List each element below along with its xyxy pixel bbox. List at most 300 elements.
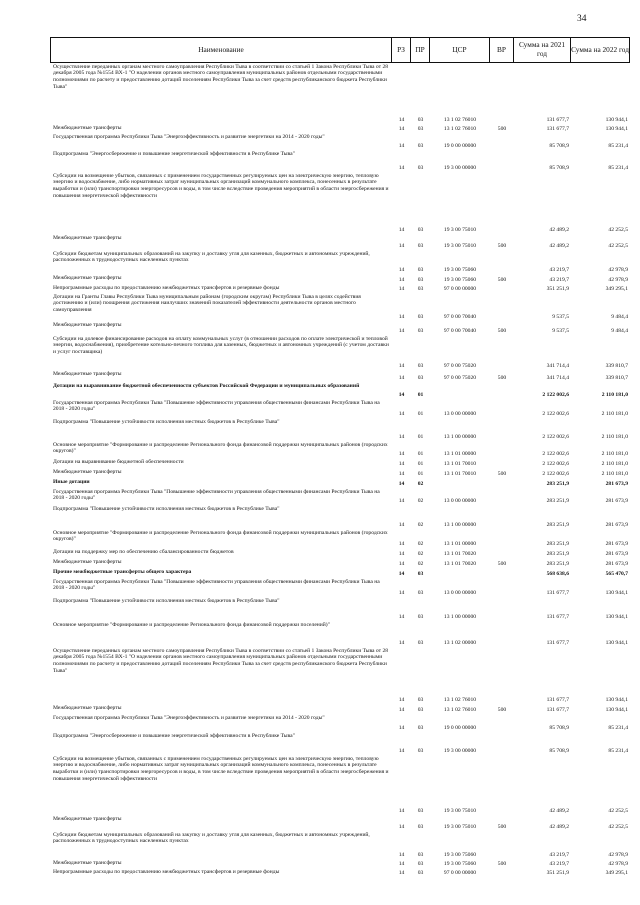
cell-csr [430, 568, 490, 578]
cell-csr: 19 3 00 75060 [443, 860, 477, 867]
cell-pr: 03 [417, 724, 424, 731]
table-row [50, 815, 630, 831]
cell-sum-2021: 43 219,7 [549, 851, 569, 858]
cell-name: Межбюджетные трансферты [53, 815, 122, 822]
table-row [50, 63, 630, 124]
cell-csr: 97 0 00 70040 [443, 327, 477, 334]
cell-sum-2022: 339 810,7 [605, 374, 628, 381]
cell-sum-2022: 130 944,1 [605, 613, 628, 620]
cell-pr: 01 [417, 460, 424, 467]
cell-sum-2021: 283 251,9 [546, 560, 569, 567]
cell-rz: 14 [398, 497, 405, 504]
table-row [50, 284, 630, 293]
header-pr: ПР [411, 38, 430, 62]
cell-vr [490, 488, 514, 505]
cell-rz: 14 [398, 560, 405, 567]
cell-rz: 14 [398, 410, 405, 417]
cell-pr: 03 [417, 313, 424, 320]
cell-vr [490, 568, 514, 578]
table-row [50, 133, 630, 150]
cell-pr: 03 [417, 362, 424, 369]
table-row [50, 597, 630, 621]
cell-sum-2022: 2 110 181,0 [601, 450, 628, 457]
header-sum-2021: Сумма на 2021 год [514, 38, 571, 62]
cell-rz: 14 [398, 116, 405, 123]
cell-rz: 14 [398, 747, 405, 754]
cell-vr [490, 441, 514, 458]
cell-sum-2022: 130 944,1 [605, 639, 628, 646]
cell-rz: 14 [398, 433, 405, 440]
cell-rz: 14 [398, 613, 405, 620]
header-csr: ЦСР [430, 38, 490, 62]
cell-csr: 19 0 00 00000 [443, 142, 477, 149]
cell-sum-2021: 42 489,2 [549, 823, 569, 830]
cell-name: Субсидии на возмещение убытков, связанных с применением государственных регулируемых цен на электрическую энергию, тепловую энергию и водоснабжение, либо нормативных затрат муниципальных организаций коммунального комплекса, понесенных в результате выработки и (или) транспортировки энергоресурсов и воды, в том числе вследствие проведения мероприятий в области энергосбережения и повышения энергетической эффективности [53, 172, 389, 199]
cell-vr [490, 382, 514, 399]
cell-sum-2022: 2 110 181,0 [601, 410, 628, 417]
cell-pr: 03 [417, 570, 424, 577]
cell-pr: 03 [417, 116, 424, 123]
cell-sum-2022: 281 673,9 [605, 480, 628, 487]
cell-vr: 500 [497, 327, 507, 334]
cell-pr: 01 [417, 450, 424, 457]
cell-vr [490, 478, 514, 488]
header-name: Наименование [50, 38, 392, 62]
cell-rz: 14 [398, 450, 405, 457]
cell-sum-2022: 85 231,4 [608, 142, 628, 149]
cell-sum-2021: 2 122 002,6 [542, 460, 569, 467]
cell-csr: 13 1 02 76010 [443, 125, 477, 132]
page-number: 34 [577, 14, 587, 24]
table-row [50, 321, 630, 335]
cell-sum-2022: 281 673,9 [605, 521, 628, 528]
cell-sum-2021: 42 489,2 [549, 242, 569, 249]
cell-sum-2021: 283 251,9 [546, 521, 569, 528]
cell-pr: 01 [417, 391, 424, 398]
cell-sum-2022: 281 673,9 [605, 497, 628, 504]
cell-name: Подпрограмма "Повышение устойчивости исполнения местных бюджетов в Республике Тыва" [53, 597, 280, 604]
cell-rz: 14 [398, 391, 405, 398]
cell-rz: 14 [398, 242, 405, 249]
cell-pr: 03 [417, 125, 424, 132]
cell-sum-2022: 85 231,4 [608, 747, 628, 754]
table-row [50, 468, 630, 478]
cell-sum-2022: 349 295,1 [605, 285, 628, 292]
cell-vr: 500 [497, 470, 507, 477]
table-row [50, 755, 630, 815]
table-row [50, 124, 630, 133]
cell-csr: 13 1 00 00000 [443, 433, 477, 440]
cell-name: Субсидии бюджетам муниципальных образований на закупку и доставку угля для казенных, бюджетных и автономных учреждений, расположенных в труднодоступных населенных пунктах [53, 831, 370, 845]
table-row [50, 250, 630, 274]
table-row [50, 478, 630, 488]
cell-csr: 97 0 00 70040 [443, 313, 477, 320]
cell-name: Межбюджетные трансферты [53, 704, 122, 711]
cell-name: Непрограммные расходы по предоставлению межбюджетных трансфертов и резервные фонды [53, 868, 280, 875]
cell-csr: 13 1 01 70010 [443, 470, 477, 477]
cell-vr [490, 647, 514, 704]
cell-name: Межбюджетные трансферты [53, 321, 122, 328]
cell-vr [490, 284, 514, 293]
cell-sum-2022: 349 295,1 [605, 869, 628, 876]
cell-pr: 03 [417, 276, 424, 283]
cell-pr: 02 [417, 480, 424, 487]
cell-sum-2022: 339 810,7 [605, 362, 628, 369]
cell-csr: 13 1 02 00000 [443, 639, 477, 646]
cell-name: Непрограммные расходы по предоставлению межбюджетных трансфертов и резервные фонды [53, 284, 280, 291]
cell-pr: 03 [417, 823, 424, 830]
cell-vr: 500 [497, 242, 507, 249]
cell-csr: 19 3 00 00000 [443, 164, 477, 171]
cell-name: Государственная программа Республики Тыва "Повышение эффективности управления общественными финансами Республики Тыва на 2018 - 2020 годы" [53, 399, 380, 413]
cell-csr: 13 0 00 00000 [443, 497, 477, 504]
cell-sum-2022: 85 231,4 [608, 164, 628, 171]
cell-vr: 500 [497, 374, 507, 381]
cell-rz: 14 [398, 696, 405, 703]
cell-vr: 500 [497, 860, 507, 867]
cell-name: Межбюджетные трансферты [53, 468, 122, 475]
cell-sum-2022: 42 252,5 [608, 823, 628, 830]
cell-sum-2021: 341 714,4 [546, 362, 569, 369]
cell-csr: 13 1 00 00000 [443, 521, 477, 528]
cell-vr [490, 529, 514, 548]
cell-sum-2021: 9 537,5 [552, 313, 569, 320]
cell-sum-2021: 341 714,4 [546, 374, 569, 381]
cell-sum-2022: 281 673,9 [605, 540, 628, 547]
table-body [50, 63, 630, 877]
cell-rz: 14 [398, 570, 405, 577]
cell-sum-2021: 568 638,6 [546, 570, 569, 577]
cell-name: Государственная программа Республики Тыва "Повышение эффективности управления общественными финансами Республики Тыва на 2018 - 2020 годы" [53, 578, 380, 592]
cell-sum-2021: 2 122 002,6 [542, 410, 569, 417]
table-row [50, 859, 630, 868]
cell-pr: 03 [417, 142, 424, 149]
cell-sum-2022: 2 110 181,0 [601, 460, 628, 467]
cell-rz: 14 [398, 226, 405, 233]
cell-name: Дотации на поддержку мер по обеспечению сбалансированности бюджетов [53, 548, 234, 555]
table-row [50, 370, 630, 382]
cell-csr: 13 1 02 76010 [443, 696, 477, 703]
cell-rz: 14 [398, 142, 405, 149]
cell-csr: 13 1 02 76010 [443, 706, 477, 713]
cell-sum-2022: 9 484,4 [611, 313, 628, 320]
cell-rz: 14 [398, 327, 405, 334]
cell-pr: 03 [417, 639, 424, 646]
cell-pr: 03 [417, 327, 424, 334]
cell-sum-2022: 42 978,9 [608, 276, 628, 283]
cell-sum-2021: 2 122 002,6 [542, 450, 569, 457]
cell-csr [430, 382, 490, 399]
cell-vr [490, 250, 514, 274]
cell-csr: 13 1 01 00000 [443, 450, 477, 457]
cell-sum-2022: 9 484,4 [611, 327, 628, 334]
table-row [50, 172, 630, 234]
cell-csr: 13 1 00 00000 [443, 613, 477, 620]
cell-name: Субсидии на долевое финансирование расходов на оплату коммунальных услуг (в отношении расходов по оплате электрической и тепловой энергии, водоснабжения), приобретение котельно-печного топлива для казенных, бюджетных и автономных учреждений (с учетом доставки и услуг поставщика) [53, 335, 389, 356]
cell-vr: 500 [497, 125, 507, 132]
cell-pr: 03 [417, 860, 424, 867]
cell-rz: 14 [398, 362, 405, 369]
cell-csr: 19 3 00 75010 [443, 242, 477, 249]
cell-csr: 13 1 02 76010 [443, 116, 477, 123]
cell-pr: 01 [417, 410, 424, 417]
cell-name: Подпрограмма "Повышение устойчивости исполнения местных бюджетов в Республике Тыва" [53, 418, 280, 425]
cell-vr [490, 732, 514, 755]
cell-csr [430, 478, 490, 488]
cell-pr: 03 [417, 706, 424, 713]
cell-name: Осуществление переданных органам местного самоуправления Республики Тыва в соответствии со статьей 1 Закона Республики Тыва от 28 декабря 2005 года №1554 ВХ-1 "О наделении органов местного самоуправления муниципальных районов отдельными государственными полномочиями по расчету и предоставлению дотаций поселениям Республики Тыва за счет средств республиканского бюджета Республики Тыва" [53, 647, 389, 674]
cell-csr: 19 3 00 75060 [443, 276, 477, 283]
cell-name: Основное мероприятие "Формирование и распределение Регионального фонда финансовой поддержки муниципальных районов (городских округов)" [53, 529, 388, 543]
cell-csr: 13 1 01 70010 [443, 460, 477, 467]
cell-sum-2021: 85 708,9 [549, 142, 569, 149]
cell-pr: 03 [417, 696, 424, 703]
table-row [50, 529, 630, 548]
table-row [50, 548, 630, 558]
cell-csr: 97 0 00 75020 [443, 374, 477, 381]
cell-sum-2021: 283 251,9 [546, 550, 569, 557]
table-row [50, 558, 630, 568]
table-row [50, 568, 630, 578]
cell-name: Государственная программа Республики Тыва "Повышение эффективности управления общественными финансами Республики Тыва на 2018 - 2020 годы" [53, 488, 380, 502]
cell-vr: 500 [497, 276, 507, 283]
cell-sum-2021: 131 677,7 [546, 116, 569, 123]
cell-vr: 500 [497, 706, 507, 713]
cell-name: Основное мероприятие "Формирование и распределение Регионального фонда финансовой поддержки поселений)" [53, 621, 330, 628]
cell-rz: 14 [398, 639, 405, 646]
cell-name: Подпрограмма "Повышение устойчивости исполнения местных бюджетов в Республике Тыва" [53, 505, 280, 512]
cell-rz: 14 [398, 164, 405, 171]
cell-sum-2021: 42 489,2 [549, 807, 569, 814]
cell-pr: 03 [417, 164, 424, 171]
cell-csr: 13 0 00 00000 [443, 589, 477, 596]
table-row [50, 488, 630, 505]
cell-pr: 01 [417, 433, 424, 440]
cell-sum-2021: 85 708,9 [549, 724, 569, 731]
table-row [50, 704, 630, 714]
cell-name: Межбюджетные трансферты [53, 370, 122, 377]
cell-pr: 01 [417, 470, 424, 477]
cell-sum-2021: 43 219,7 [549, 266, 569, 273]
cell-name: Государственная программа Республики Тыва "Энергоэффективность и развитие энергетики на 2014 - 2020 годы" [53, 714, 325, 721]
table-row [50, 458, 630, 468]
cell-rz: 14 [398, 851, 405, 858]
cell-rz: 14 [398, 860, 405, 867]
table-row [50, 831, 630, 859]
cell-sum-2021: 43 219,7 [549, 860, 569, 867]
cell-vr [490, 133, 514, 150]
table-row [50, 621, 630, 647]
cell-sum-2021: 131 677,7 [546, 125, 569, 132]
cell-vr [490, 621, 514, 647]
cell-vr [490, 172, 514, 234]
cell-sum-2021: 2 122 002,6 [542, 470, 569, 477]
cell-name: Субсидии на возмещение убытков, связанных с применением государственных регулируемых цен на электрическую энергию, тепловую энергию и водоснабжение, либо нормативных затрат муниципальных организаций коммунального комплекса, понесенных в результате выработки и (или) транспортировки энергоресурсов и воды, в том числе вследствие проведения мероприятий в области энергосбережения и повышения энергетической эффективности [53, 755, 389, 782]
cell-sum-2021: 85 708,9 [549, 747, 569, 754]
cell-rz: 14 [398, 313, 405, 320]
cell-rz: 14 [398, 724, 405, 731]
cell-vr [490, 150, 514, 172]
table-header [50, 37, 630, 63]
table-row [50, 399, 630, 418]
cell-sum-2022: 42 252,5 [608, 242, 628, 249]
cell-csr: 13 1 01 00000 [443, 540, 477, 547]
cell-sum-2021: 131 677,7 [546, 706, 569, 713]
cell-sum-2022: 2 110 181,0 [601, 470, 628, 477]
cell-sum-2021: 2 122 002,6 [542, 391, 569, 398]
cell-pr: 03 [417, 266, 424, 273]
cell-vr [490, 335, 514, 370]
cell-csr: 19 3 00 75060 [443, 266, 477, 273]
cell-sum-2022: 42 978,9 [608, 266, 628, 273]
cell-pr: 02 [417, 540, 424, 547]
cell-sum-2021: 351 251,9 [546, 869, 569, 876]
table-row [50, 441, 630, 458]
cell-sum-2022: 42 978,9 [608, 860, 628, 867]
cell-csr: 13 1 01 70020 [443, 560, 477, 567]
cell-name: Подпрограмма "Энергосбережение и повышение энергетической эффективности в Республике Тыва" [53, 150, 295, 157]
cell-rz: 14 [398, 460, 405, 467]
cell-vr: 500 [497, 823, 507, 830]
cell-sum-2022: 130 944,1 [605, 696, 628, 703]
cell-csr: 19 3 00 00000 [443, 747, 477, 754]
cell-pr: 03 [417, 285, 424, 292]
cell-csr: 19 3 00 75010 [443, 807, 477, 814]
cell-vr [490, 293, 514, 321]
table-row [50, 732, 630, 755]
cell-vr [490, 63, 514, 124]
header-sum-2022: Сумма на 2022 год [571, 38, 630, 62]
cell-csr: 97 0 00 00000 [443, 285, 477, 292]
table-row [50, 234, 630, 250]
cell-pr: 03 [417, 374, 424, 381]
cell-sum-2021: 9 537,5 [552, 327, 569, 334]
cell-name: Государственная программа Республики Тыва "Энергоэффективность и развитие энергетики на 2014 - 2020 годы" [53, 133, 325, 140]
cell-name: Субсидии бюджетам муниципальных образований на закупку и доставку угля для казенных, бюджетных и автономных учреждений, расположенных в труднодоступных населенных пунктах [53, 250, 370, 264]
cell-sum-2021: 2 122 002,6 [542, 433, 569, 440]
cell-pr: 03 [417, 869, 424, 876]
cell-pr: 02 [417, 521, 424, 528]
table-row [50, 578, 630, 597]
cell-csr: 19 3 00 75010 [443, 226, 477, 233]
cell-pr: 03 [417, 807, 424, 814]
table-row [50, 418, 630, 441]
table-row [50, 293, 630, 321]
cell-sum-2022: 85 231,4 [608, 724, 628, 731]
cell-name: Межбюджетные трансферты [53, 859, 122, 866]
cell-name: Межбюджетные трансферты [53, 274, 122, 281]
cell-vr [490, 714, 514, 732]
cell-name: Осуществление переданных органам местного самоуправления Республики Тыва в соответствии со статьей 1 Закона Республики Тыва от 28 декабря 2005 года №1554 ВХ-1 "О наделении органов местного самоуправления муниципальных районов отдельными государственными полномочиями по расчету и предоставлению дотаций поселениям Республики Тыва за счет средств республиканского бюджета Республики Тыва" [53, 63, 389, 90]
table-row [50, 505, 630, 529]
cell-name: Прочие межбюджетные трансферты общего характера [53, 568, 192, 575]
table-row [50, 274, 630, 284]
cell-pr: 03 [417, 226, 424, 233]
cell-name: Дотации на выравнивание бюджетной обеспеченности [53, 458, 184, 465]
cell-pr: 02 [417, 497, 424, 504]
cell-rz: 14 [398, 266, 405, 273]
cell-sum-2022: 42 978,9 [608, 851, 628, 858]
cell-sum-2022: 2 110 181,0 [601, 433, 628, 440]
cell-sum-2022: 281 673,9 [605, 550, 628, 557]
cell-rz: 14 [398, 550, 405, 557]
table-row [50, 714, 630, 732]
table-row [50, 335, 630, 370]
cell-csr: 97 0 00 75020 [443, 362, 477, 369]
cell-pr: 03 [417, 613, 424, 620]
cell-csr: 13 1 01 70020 [443, 550, 477, 557]
cell-vr [490, 399, 514, 418]
table-row [50, 150, 630, 172]
cell-vr [490, 458, 514, 468]
cell-csr: 97 0 00 00000 [443, 869, 477, 876]
cell-rz: 14 [398, 521, 405, 528]
cell-sum-2021: 351 251,9 [546, 285, 569, 292]
cell-rz: 14 [398, 470, 405, 477]
cell-sum-2022: 42 252,5 [608, 807, 628, 814]
budget-table [50, 37, 630, 877]
table-row [50, 868, 630, 877]
cell-rz: 14 [398, 540, 405, 547]
cell-name: Межбюджетные трансферты [53, 124, 122, 131]
cell-csr: 19 3 00 75010 [443, 823, 477, 830]
cell-sum-2022: 130 944,1 [605, 125, 628, 132]
cell-csr: 13 0 00 00000 [443, 410, 477, 417]
cell-vr [490, 578, 514, 597]
cell-sum-2021: 42 489,2 [549, 226, 569, 233]
cell-pr: 02 [417, 550, 424, 557]
cell-vr: 500 [497, 560, 507, 567]
cell-name: Подпрограмма "Энергосбережение и повышение энергетической эффективности в Республике Тыва" [53, 732, 295, 739]
cell-sum-2021: 131 677,7 [546, 696, 569, 703]
cell-sum-2022: 565 470,7 [605, 570, 628, 577]
cell-sum-2021: 283 251,9 [546, 480, 569, 487]
cell-rz: 14 [398, 869, 405, 876]
cell-rz: 14 [398, 589, 405, 596]
cell-name: Дотации на выравнивание бюджетной обеспеченности субъектов Российской Федерации и муниципальных образований [53, 382, 360, 389]
header-rz: РЗ [392, 38, 411, 62]
table-row [50, 647, 630, 704]
cell-rz: 14 [398, 374, 405, 381]
cell-sum-2022: 281 673,9 [605, 560, 628, 567]
cell-name: Межбюджетные трансферты [53, 234, 122, 241]
cell-name: Дотации на Гранты Главы Республики Тыва муниципальным районам (городским округам) Республики Тыва в целях содействия достижению и (или) поощрения достижения наилучших значений показателей эффективности деятельности органов местного самоуправления [53, 293, 361, 314]
cell-name: Основное мероприятие "Формирование и распределение Регионального фонда финансовой поддержки муниципальных районов (городских округов)" [53, 441, 388, 455]
cell-vr [490, 418, 514, 441]
cell-pr: 03 [417, 242, 424, 249]
cell-sum-2021: 283 251,9 [546, 497, 569, 504]
cell-sum-2021: 131 677,7 [546, 589, 569, 596]
cell-sum-2022: 2 110 181,0 [601, 391, 628, 398]
cell-vr [490, 505, 514, 529]
cell-vr [490, 868, 514, 877]
cell-vr [490, 831, 514, 859]
cell-sum-2021: 283 251,9 [546, 540, 569, 547]
cell-vr [490, 755, 514, 815]
cell-rz: 14 [398, 276, 405, 283]
cell-vr [490, 597, 514, 621]
header-vr: ВР [490, 38, 514, 62]
cell-sum-2022: 130 944,1 [605, 706, 628, 713]
cell-rz: 14 [398, 125, 405, 132]
cell-vr [490, 548, 514, 558]
cell-rz: 14 [398, 480, 405, 487]
cell-rz: 14 [398, 823, 405, 830]
cell-sum-2022: 130 944,1 [605, 589, 628, 596]
cell-rz: 14 [398, 285, 405, 292]
cell-csr: 19 0 00 00000 [443, 724, 477, 731]
cell-rz: 14 [398, 706, 405, 713]
